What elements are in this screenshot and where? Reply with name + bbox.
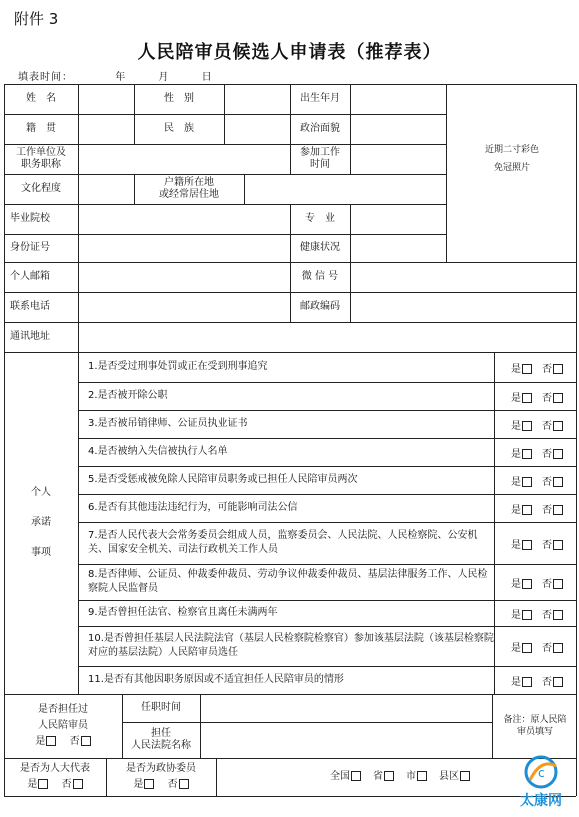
political-label: 政治面貌	[300, 123, 340, 134]
wechat-field[interactable]	[350, 262, 576, 292]
rule	[494, 352, 495, 694]
household-field[interactable]	[244, 174, 446, 204]
promise-yes-no[interactable]	[498, 564, 576, 600]
origin-label: 籍 贯	[26, 123, 56, 134]
address-field[interactable]	[78, 322, 576, 352]
promise-yes-no[interactable]	[498, 626, 576, 666]
school-field[interactable]	[78, 204, 290, 234]
no-option[interactable]: 否	[542, 606, 563, 621]
no-option[interactable]: 否	[542, 501, 563, 516]
yes-option[interactable]: 是	[511, 501, 532, 516]
day-label: 日	[201, 72, 213, 83]
wechat-label: 微 信 号	[301, 271, 339, 282]
promise-item: 5.是否受惩戒被免除人民陪审员职务或已担任人民陪审员两次	[88, 474, 358, 485]
npc-yes-no[interactable]: 是 否	[27, 779, 82, 791]
court-label: 担任 人民法院名称	[131, 728, 191, 751]
yes-option[interactable]: 是	[511, 536, 532, 551]
email-label: 个人邮箱	[10, 271, 50, 282]
promise-label-3: 事项	[31, 547, 51, 558]
npc-cell	[4, 758, 106, 796]
yes-option[interactable]: 是	[511, 639, 532, 654]
promise-yes-no[interactable]	[498, 600, 576, 626]
major-field[interactable]	[350, 204, 446, 234]
promise-yes-no[interactable]	[498, 438, 576, 466]
promise-item: 6.是否有其他违法违纪行为，可能影响司法公信	[88, 502, 298, 513]
no-option[interactable]: 否	[542, 389, 563, 404]
level-county[interactable]: 县区	[439, 771, 470, 783]
school-label: 毕业院校	[10, 213, 50, 224]
photo-caption-line2: 免冠照片	[493, 163, 530, 173]
id-number-label: 身份证号	[10, 242, 50, 253]
ethnicity-field[interactable]	[224, 114, 290, 144]
postcode-label: 邮政编码	[300, 301, 340, 312]
workplace-label: 工作单位及 职务职称	[16, 147, 66, 170]
major-label: 专 业	[305, 213, 335, 224]
photo-caption-line1: 近期二寸彩色	[484, 145, 539, 155]
yes-option[interactable]: 是	[511, 606, 532, 621]
attachment-label: 附件 3	[14, 10, 59, 28]
promise-item: 9.是否曾担任法官、检察官且离任未满两年	[88, 607, 278, 618]
yes-option[interactable]: 是	[511, 389, 532, 404]
fill-time-label: 填表时间：	[18, 72, 73, 83]
no-option[interactable]: 否	[542, 673, 563, 688]
promise-item: 11.是否有其他因职务原因或不适宜担任人民陪审员的情形	[88, 674, 344, 685]
promise-item: 1.是否受过刑事处罚或正在受到刑事追究	[88, 361, 268, 372]
yes-option[interactable]: 是	[511, 360, 532, 375]
education-field[interactable]	[78, 174, 134, 204]
birth-field[interactable]	[350, 84, 446, 114]
no-option[interactable]: 否	[542, 575, 563, 590]
promise-yes-no[interactable]	[498, 466, 576, 494]
served-yes-no[interactable]: 是 否	[35, 736, 90, 748]
checkbox[interactable]	[73, 779, 83, 789]
rule	[216, 758, 217, 796]
id-number-field[interactable]	[78, 234, 290, 262]
checkbox[interactable]	[144, 779, 154, 789]
yes-option[interactable]: 是	[511, 445, 532, 460]
promise-yes-no[interactable]	[498, 494, 576, 522]
checkbox[interactable]	[38, 779, 48, 789]
promise-yes-no[interactable]	[498, 410, 576, 438]
npc-label: 是否为人大代表	[20, 763, 90, 774]
court-field[interactable]	[200, 722, 492, 758]
promise-item: 10.是否曾担任基层人民法院法官（基层人民检察院检察官）参加该基层法院（该基层检察院对应的基层法院）人民陪审员选任	[88, 633, 494, 658]
name-field[interactable]	[78, 84, 134, 114]
household-label: 户籍所在地 或经常居住地	[159, 177, 219, 200]
promise-yes-no[interactable]	[498, 666, 576, 694]
health-label: 健康状况	[300, 242, 340, 253]
yes-option[interactable]: 是	[511, 673, 532, 688]
origin-field[interactable]	[78, 114, 134, 144]
term-label: 任职时间	[141, 702, 181, 713]
promise-yes-no[interactable]	[498, 382, 576, 410]
promise-label-2: 承诺	[31, 517, 51, 528]
yes-option[interactable]: 是	[511, 473, 532, 488]
promise-yes-no[interactable]	[498, 522, 576, 564]
level-national[interactable]: 全国	[330, 771, 361, 783]
health-field[interactable]	[350, 234, 446, 262]
email-field[interactable]	[78, 262, 290, 292]
photo-box[interactable]	[448, 84, 576, 234]
level-province[interactable]: 省	[373, 771, 394, 783]
birth-label: 出生年月	[300, 93, 340, 104]
cppcc-label: 是否为政协委员	[126, 763, 196, 774]
served-before-cell	[4, 694, 122, 758]
checkbox[interactable]	[81, 736, 91, 746]
month-label: 月	[158, 72, 170, 83]
note-text: 备注：原人民陪审员填写	[503, 715, 567, 737]
watermark-text: 太康网	[520, 793, 562, 809]
fill-date	[18, 68, 213, 83]
promise-item: 3.是否被吊销律师、公证员执业证书	[88, 418, 248, 429]
no-option[interactable]: 否	[542, 360, 563, 375]
promise-item: 8.是否律师、公证员、仲裁委仲裁员、劳动争议仲裁委仲裁员、基层法律服务工作、人民检察院人民监督员	[88, 569, 488, 594]
gender-label: 性 别	[164, 93, 194, 104]
checkbox[interactable]	[46, 736, 56, 746]
rule	[446, 84, 447, 262]
level-city[interactable]: 市	[406, 771, 427, 783]
checkbox[interactable]	[179, 779, 189, 789]
form-title: 人民陪审员候选人申请表（推荐表）	[137, 42, 442, 63]
year-label: 年	[115, 72, 127, 83]
no-option[interactable]: 否	[542, 417, 563, 432]
no-option[interactable]: 否	[542, 473, 563, 488]
yes-option[interactable]: 是	[511, 575, 532, 590]
workplace-field[interactable]	[78, 144, 290, 174]
name-label: 姓 名	[26, 93, 56, 104]
work-start-label: 参加工作 时间	[300, 147, 340, 170]
promise-label-1: 个人	[31, 487, 51, 498]
ethnicity-label: 民 族	[164, 123, 194, 134]
served-line2: 人民陪审员	[38, 720, 88, 731]
rule	[492, 694, 493, 758]
svg-text:c: c	[538, 766, 545, 780]
rule	[4, 796, 576, 797]
no-option[interactable]: 否	[542, 639, 563, 654]
term-field[interactable]	[200, 694, 492, 722]
level-options	[300, 758, 500, 796]
site-watermark	[508, 752, 574, 808]
cppcc-cell	[106, 758, 216, 796]
no-option[interactable]: 否	[542, 536, 563, 551]
served-line1: 是否担任过	[38, 704, 88, 715]
cppcc-yes-no[interactable]: 是 否	[133, 779, 188, 791]
promise-section-label	[4, 352, 78, 694]
yes-option[interactable]: 是	[511, 417, 532, 432]
promise-item: 4.是否被纳入失信被执行人名单	[88, 446, 228, 457]
rule	[576, 84, 577, 796]
postcode-field[interactable]	[350, 292, 576, 322]
political-field[interactable]	[350, 114, 446, 144]
address-label: 通讯地址	[10, 331, 50, 342]
promise-item: 2.是否被开除公职	[88, 390, 168, 401]
phone-label: 联系电话	[10, 301, 50, 312]
promise-yes-no[interactable]	[498, 352, 576, 382]
work-start-field[interactable]	[350, 144, 446, 174]
phone-field[interactable]	[78, 292, 290, 322]
no-option[interactable]: 否	[542, 445, 563, 460]
education-label: 文化程度	[21, 183, 61, 194]
gender-field[interactable]	[224, 84, 290, 114]
promise-item: 7.是否人民代表大会常务委员会组成人员，监察委员会、人民法院、人民检察院、公安机关、国家安全机关、司法行政机关工作人员	[88, 530, 478, 555]
